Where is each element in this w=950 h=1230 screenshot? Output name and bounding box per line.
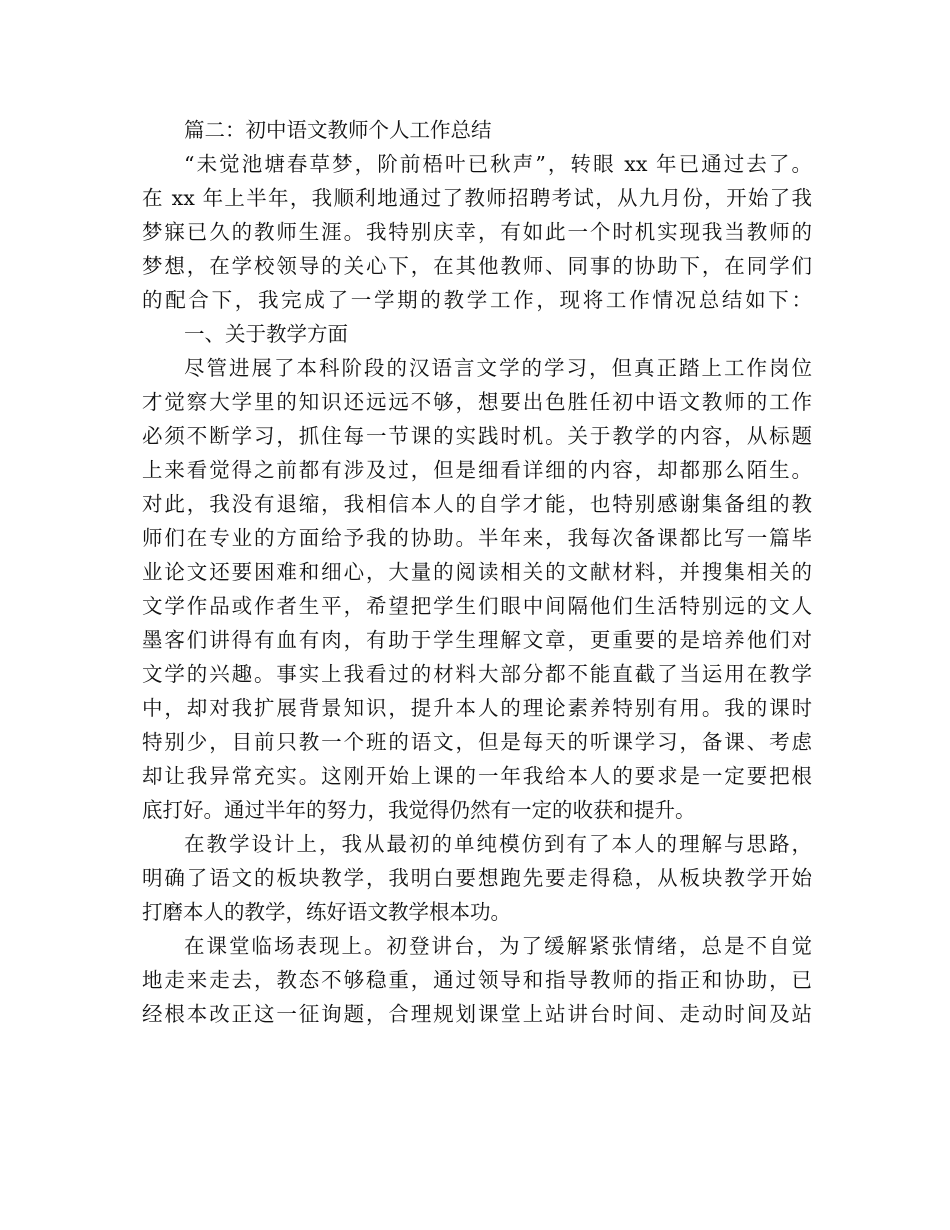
text-line: 必须不断学习，抓住每一节课的实践时机。关于教学的内容，从标题 xyxy=(142,424,812,448)
paragraph-teaching xyxy=(142,351,812,827)
text-line: 打磨本人的教学，练好语文教学根本功。 xyxy=(142,900,511,924)
text-line: 上来看觉得之前都有涉及过，但是细看详细的内容，却都那么陌生。 xyxy=(142,458,812,482)
text-line: 梦想，在学校领导的关心下，在其他教师、同事的协助下，在同学们 xyxy=(142,254,812,278)
text-line: 底打好。通过半年的努力，我觉得仍然有一定的收获和提升。 xyxy=(142,798,696,822)
text-line: 在教学设计上，我从最初的单纯模仿到有了本人的理解与思路， xyxy=(184,832,812,856)
document-heading: 篇二：初中语文教师个人工作总结 xyxy=(184,118,492,142)
text-line: 才觉察大学里的知识还远远不够，想要出色胜任初中语文教师的工作 xyxy=(142,390,812,414)
text-line: 梦寐已久的教师生涯。我特别庆幸，有如此一个时机实现我当教师的 xyxy=(142,220,812,244)
text-line: 文学的兴趣。事实上我看过的材料大部分都不能直截了当运用在教学 xyxy=(142,662,812,686)
document-body xyxy=(142,113,812,1031)
text-line: “未觉池塘春草梦，阶前梧叶已秋声”，转眼 xx 年已通过去了。 xyxy=(184,152,812,176)
text-line: 经根本改正这一征询题，合理规划课堂上站讲台时间、走动时间及站 xyxy=(142,1002,812,1026)
text-line: 中，却对我扩展背景知识，提升本人的理论素养特别有用。我的课时 xyxy=(142,696,812,720)
text-line: 师们在专业的方面给予我的协助。半年来，我每次备课都比写一篇毕 xyxy=(142,526,812,550)
paragraph-classroom xyxy=(142,929,812,1031)
section-heading: 一、关于教学方面 xyxy=(184,322,348,346)
text-line: 地走来走去，教态不够稳重，通过领导和指导教师的指正和协助，已 xyxy=(142,968,812,992)
paragraph-design xyxy=(142,827,812,929)
text-line: 业论文还要困难和细心，大量的阅读相关的文献材料，并搜集相关的 xyxy=(142,560,812,584)
text-line: 却让我异常充实。这刚开始上课的一年我给本人的要求是一定要把根 xyxy=(142,764,812,788)
text-line: 墨客们讲得有血有肉，有助于学生理解文章，更重要的是培养他们对 xyxy=(142,628,812,652)
paragraph-intro xyxy=(142,147,812,317)
text-line: 对此，我没有退缩，我相信本人的自学才能，也特别感谢集备组的教 xyxy=(142,492,812,516)
text-line: 尽管进展了本科阶段的汉语言文学的学习，但真正踏上工作岗位 xyxy=(184,356,812,380)
section-title xyxy=(142,317,812,351)
text-line: 特别少，目前只教一个班的语文，但是每天的听课学习，备课、考虑 xyxy=(142,730,812,754)
text-line: 在课堂临场表现上。初登讲台，为了缓解紧张情绪，总是不自觉 xyxy=(184,934,812,958)
text-line: 在 xx 年上半年，我顺利地通过了教师招聘考试，从九月份，开始了我 xyxy=(142,186,812,210)
text-line: 的配合下，我完成了一学期的教学工作，现将工作情况总结如下： xyxy=(142,288,812,312)
text-line: 文学作品或作者生平，希望把学生们眼中间隔他们生活特别远的文人 xyxy=(142,594,812,618)
text-line: 明确了语文的板块教学，我明白要想跑先要走得稳，从板块教学开始 xyxy=(142,866,812,890)
